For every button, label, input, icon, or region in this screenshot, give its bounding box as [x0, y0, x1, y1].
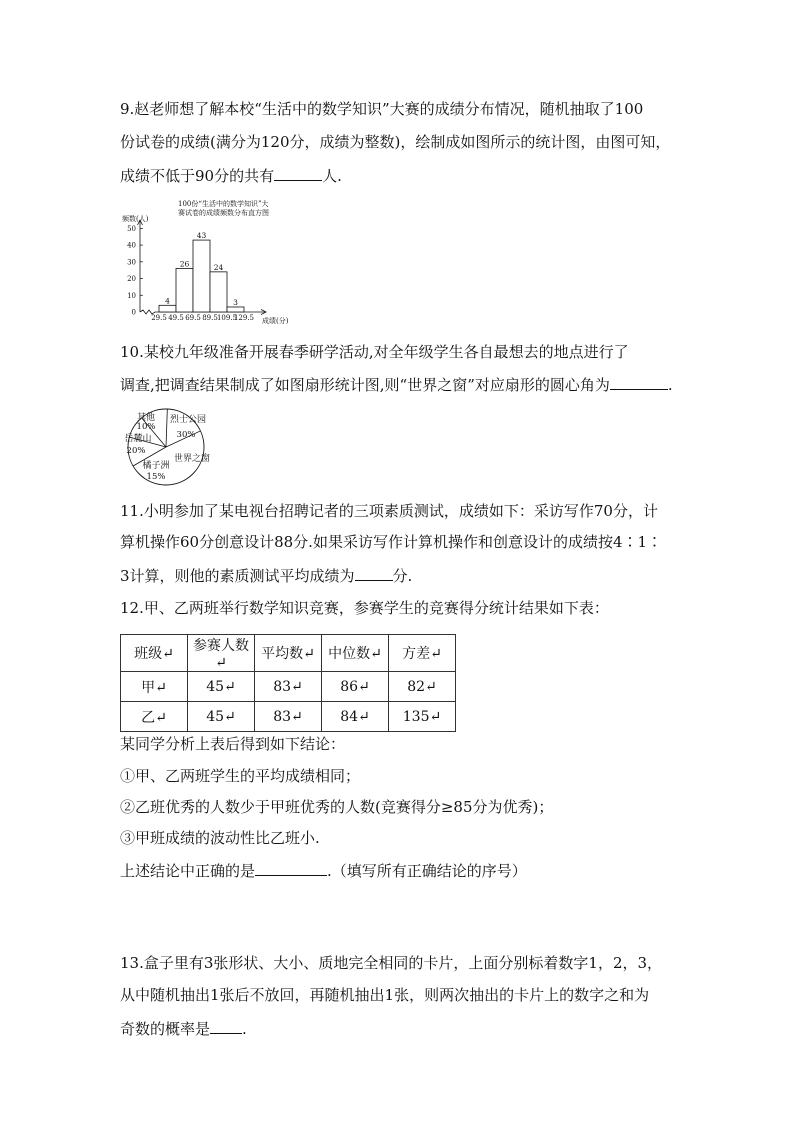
table-row [121, 672, 456, 702]
q11-line-2: 算机操作60分创意设计88分.如果采访写作计算机操作和创意设计的成绩按4∶1∶ [120, 533, 663, 551]
bar-value-label: 26 [179, 259, 190, 269]
q12-last-text: 上述结论中正确的是 [120, 862, 256, 880]
y-tick-label: 40 [127, 241, 136, 250]
histogram-bar [159, 305, 176, 312]
table-cell: 135↵ [389, 702, 456, 732]
q11-line-3 [120, 566, 412, 584]
chart-title-line-1: 100份“生活中的数学知识”大 [178, 200, 269, 208]
pie-slice-percent: 15% [146, 472, 166, 482]
pie-slice-label: 其他 [136, 413, 156, 423]
q12-conclusion-2: ②乙班优秀的人数少于甲班优秀的人数(竞赛得分≥85分为优秀)； [120, 798, 554, 816]
q12-last-line [120, 861, 527, 879]
chart-y-label: 频数(人) [122, 215, 149, 223]
q9-line-1: 9.赵老师想了解本校“生活中的数学知识”大赛的成绩分布情况，随机抽取了100 [120, 100, 644, 118]
table-header-cell: 平均数↵ [255, 635, 322, 672]
answer-blank [610, 375, 668, 390]
pie-chart [118, 406, 222, 488]
score-table [120, 634, 456, 732]
q13-line-2: 从中随机抽出1张后不放回，再随机抽出1张，则两次抽出的卡片上的数字之和为 [120, 986, 650, 1004]
pie-slice-percent: 10% [136, 422, 156, 432]
histogram-bar [176, 269, 193, 312]
q13-line-3-text: 奇数的概率是 [120, 1020, 211, 1038]
bar-value-label: 24 [213, 262, 224, 272]
table-cell: 83↵ [255, 672, 322, 702]
table-cell: 甲↵ [121, 672, 188, 702]
x-tick-label: 69.5 [185, 314, 201, 322]
q10-line-1: 10.某校九年级准备开展春季研学活动,对全年级学生各自最想去的地点进行了 [120, 343, 629, 361]
answer-blank [210, 1019, 242, 1034]
pie-slice-percent: 30% [176, 430, 196, 440]
bar-value-label: 4 [165, 296, 170, 306]
table-cell: 83↵ [255, 702, 322, 732]
q10-line-2 [120, 375, 673, 393]
table-header-cell: 参赛人数↵ [188, 635, 255, 672]
q13-line-3 [120, 1019, 247, 1037]
table-row [121, 702, 456, 732]
pie-slice-percent: 20% [126, 446, 146, 456]
q11-line-3-end: 分. [392, 567, 413, 585]
q9-line-3-end: 人. [322, 167, 342, 185]
x-tick-label: 49.5 [168, 314, 184, 322]
q9-line-3 [120, 166, 342, 184]
y-tick-label: 0 [131, 308, 136, 317]
q10-line-2-end: . [667, 376, 673, 394]
q10-line-2-text: 调查,把调查结果制成了如图扇形统计图,则“世界之窗”对应扇形的圆心角为 [120, 376, 610, 394]
q13-line-3-end: . [242, 1020, 247, 1038]
x-tick-label: 29.5 [151, 314, 167, 322]
q12-analysis: 某同学分析上表后得到如下结论： [120, 735, 346, 753]
x-tick-label: 109.5 [216, 314, 238, 322]
pie-slice-label: 岳麓山 [124, 434, 152, 444]
table-header-cell: 方差↵ [389, 635, 456, 672]
answer-blank [355, 566, 393, 581]
q11-line-3-text: 3计算，则他的素质测试平均成绩为 [120, 567, 355, 585]
pie-slice-label: 世界之窗 [173, 454, 211, 464]
pie-slice-label: 烈士公园 [169, 415, 207, 425]
table-cell: 45↵ [188, 702, 255, 732]
x-tick-label: 129.5 [233, 314, 255, 322]
histogram-bar [227, 307, 244, 312]
chart-title-line-2: 赛试卷的成绩频数分布直方图 [178, 209, 269, 217]
y-tick-label: 10 [127, 291, 136, 300]
q11-line-1: 11.小明参加了某电视台招聘记者的三项素质测试，成绩如下：采访写作70分，计 [120, 502, 658, 520]
q13-line-1: 13.盒子里有3张形状、大小、质地完全相同的卡片，上面分别标着数字1，2，3， [120, 954, 663, 972]
table-cell: 84↵ [322, 702, 389, 732]
table-cell: 45↵ [188, 672, 255, 702]
q12-last-end: .（填写所有正确结论的序号） [327, 862, 527, 880]
table-header-row [121, 635, 456, 672]
table-header-cell: 班级↵ [121, 635, 188, 672]
table-cell: 82↵ [389, 672, 456, 702]
pie-slice-label: 橘子洲 [142, 461, 170, 471]
q9-line-2: 份试卷的成绩(满分为120分，成绩为整数)，绘制成如图所示的统计图，由图可知， [120, 133, 671, 151]
q9-line-3-text: 成绩不低于90分的共有 [120, 167, 275, 185]
bar-value-label: 3 [233, 297, 238, 307]
histogram-chart [118, 198, 298, 328]
chart-x-label: 成绩(分) [262, 317, 289, 325]
x-tick-label: 89.5 [202, 314, 218, 322]
histogram-bar [193, 240, 210, 312]
y-tick-label: 50 [127, 224, 136, 233]
y-tick-label: 30 [127, 258, 136, 267]
y-tick-label: 20 [127, 275, 136, 284]
histogram-bar [210, 272, 227, 312]
bar-value-label: 43 [196, 231, 207, 241]
q12-line-1: 12.甲、乙两班举行数学知识竞赛，参赛学生的竞赛得分统计结果如下表： [120, 599, 609, 617]
table-header-cell: 中位数↵ [322, 635, 389, 672]
answer-blank [255, 861, 327, 876]
table-cell: 乙↵ [121, 702, 188, 732]
q12-conclusion-3: ③甲班成绩的波动性比乙班小. [120, 829, 320, 847]
answer-blank [274, 166, 322, 181]
q12-conclusion-1: ①甲、乙两班学生的平均成绩相同； [120, 767, 361, 785]
table-cell: 86↵ [322, 672, 389, 702]
